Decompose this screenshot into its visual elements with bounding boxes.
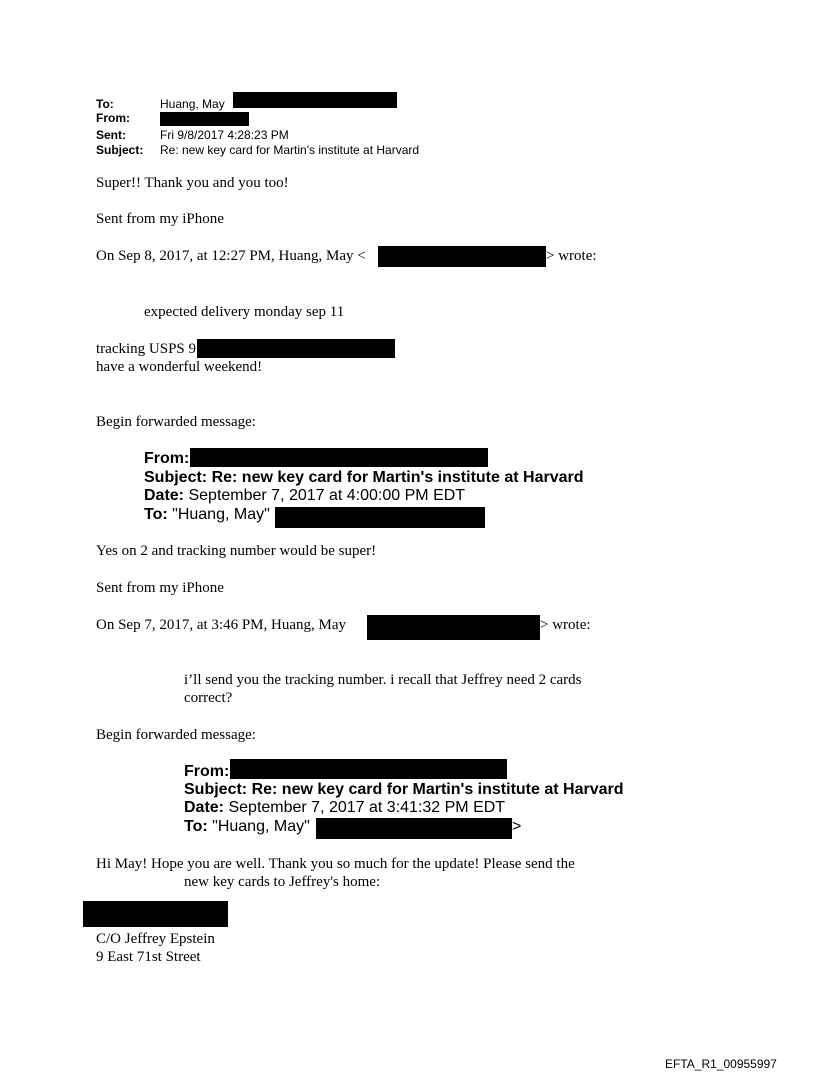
- body-line: have a wonderful weekend!: [96, 359, 263, 375]
- fwd-to: To: "Huang, May": [144, 506, 270, 523]
- address-line: 9 East 71st Street: [96, 949, 201, 965]
- body-line: new key cards to Jeffrey's home:: [184, 874, 381, 890]
- body-line: Hi May! Hope you are well. Thank you so much for the update! Please send the: [96, 856, 575, 872]
- redaction-box: [230, 759, 507, 779]
- fwd-date: Date: September 7, 2017 at 4:00:00 PM EDT: [144, 487, 466, 504]
- body-line: > wrote:: [540, 617, 591, 633]
- header-from-label: From:: [96, 111, 130, 125]
- redaction-box: [233, 92, 397, 108]
- body-line: Sent from my iPhone: [96, 211, 224, 227]
- redaction-box: [83, 901, 228, 927]
- quoted-line: correct?: [184, 690, 233, 706]
- fwd-from-label: From:: [144, 450, 190, 467]
- body-line: > wrote:: [546, 248, 597, 264]
- address-line: C/O Jeffrey Epstein: [96, 931, 215, 947]
- redaction-box: [367, 615, 540, 640]
- header-sent-value: Fri 9/8/2017 4:28:23 PM: [160, 128, 289, 142]
- redaction-box: [190, 448, 488, 467]
- body-line: Begin forwarded message:: [96, 414, 256, 430]
- fwd-from-label: From:: [184, 763, 230, 780]
- fwd-date: Date: September 7, 2017 at 3:41:32 PM EDT: [184, 799, 506, 816]
- header-to-value: Huang, May: [160, 97, 225, 111]
- quoted-line: i’ll send you the tracking number. i recall that Jeffrey need 2 cards: [184, 672, 582, 688]
- fwd-subject: Subject: Re: new key card for Martin's institute at Harvard: [144, 469, 584, 486]
- body-line: Super!! Thank you and you too!: [96, 175, 289, 191]
- body-line: Sent from my iPhone: [96, 580, 224, 596]
- fwd-to: To: "Huang, May": [184, 818, 310, 835]
- header-sent-label: Sent:: [96, 128, 126, 142]
- fwd-subject: Subject: Re: new key card for Martin's institute at Harvard: [184, 781, 624, 798]
- fwd-to-post: >: [512, 818, 522, 835]
- redaction-box: [316, 818, 512, 839]
- redaction-box: [197, 339, 395, 358]
- body-line: On Sep 8, 2017, at 12:27 PM, Huang, May <: [96, 248, 366, 264]
- body-line: Begin forwarded message:: [96, 727, 256, 743]
- body-line: On Sep 7, 2017, at 3:46 PM, Huang, May: [96, 617, 346, 633]
- redaction-box: [378, 246, 546, 267]
- body-line: Yes on 2 and tracking number would be super!: [96, 543, 377, 559]
- header-subject-value: Re: new key card for Martin's institute at Harvard: [160, 143, 420, 157]
- quoted-line: expected delivery monday sep 11: [144, 304, 345, 320]
- body-line: tracking USPS 9: [96, 341, 197, 357]
- header-subject-label: Subject:: [96, 143, 144, 157]
- redaction-box: [160, 112, 249, 126]
- redaction-box: [275, 507, 485, 528]
- header-to-label: To:: [96, 97, 114, 111]
- document-id: EFTA_R1_00955997: [665, 1057, 777, 1071]
